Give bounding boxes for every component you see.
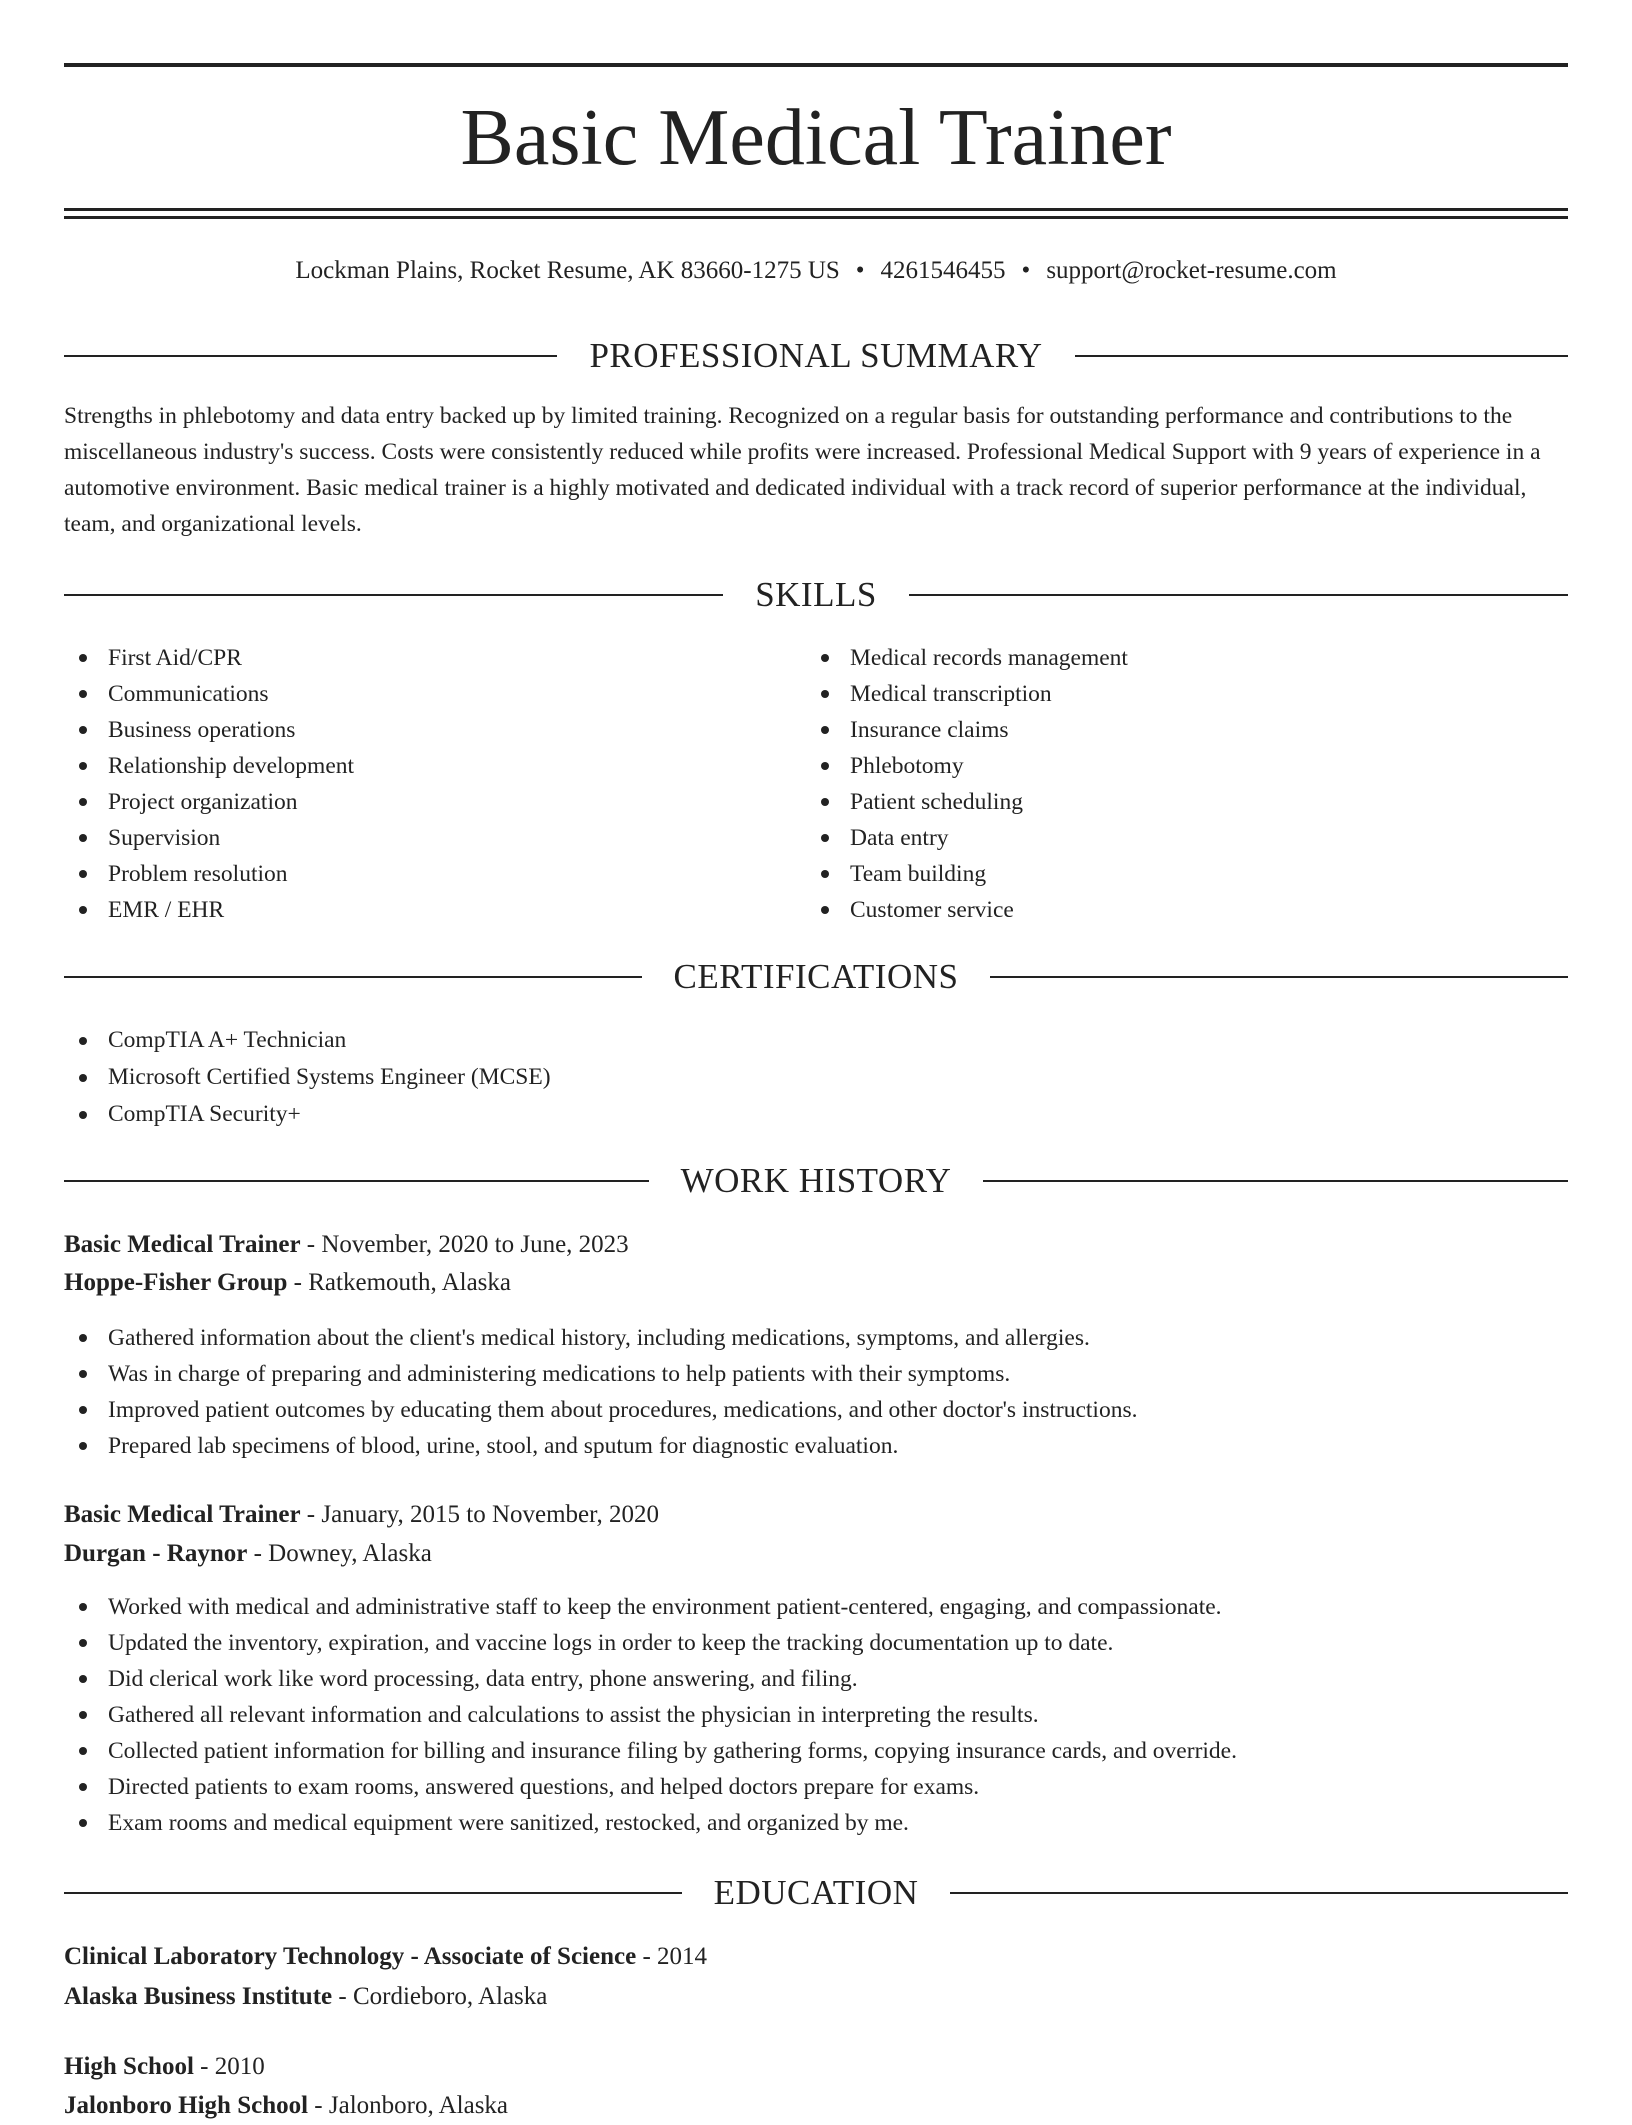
skill-item: Team building	[806, 856, 1128, 892]
education-location: Cordieboro, Alaska	[352, 1983, 548, 2010]
skill-item: Patient scheduling	[806, 784, 1128, 820]
certifications-list	[64, 1022, 551, 1133]
dash: -	[338, 1983, 347, 2010]
contact-phone: 4261546455	[880, 257, 1006, 284]
summary-text: Strengths in phlebotomy and data entry backed up by limited training. Recognized on a regular basis for outstanding performance and contributions to the miscellaneous industry's success. Costs were consistently reduced while profits were increased. Professional Medical Support with 9 years of experience in a automotive environment. Basic medical trainer is a highly motivated and dedicated individual with a track record of superior performance at the individual, team, and organizational levels.	[64, 403, 1541, 537]
top-rule	[64, 63, 1568, 67]
job-bullet: Prepared lab specimens of blood, urine, stool, and sputum for diagnostic evaluation.	[64, 1428, 1568, 1464]
skill-item: Relationship development	[64, 748, 354, 784]
contact-separator: •	[1021, 257, 1031, 284]
skill-item: Project organization	[64, 784, 354, 820]
job-title-line	[64, 1226, 1568, 1264]
skill-item: Insurance claims	[806, 712, 1128, 748]
education-degree: Clinical Laboratory Technology - Associate of Science	[64, 1943, 637, 1970]
job-title: Basic Medical Trainer	[64, 1501, 301, 1528]
job-bullet: Did clerical work like word processing, data entry, phone answering, and filing.	[64, 1661, 1568, 1697]
section-rule-left	[64, 1180, 649, 1182]
job-bullet: Updated the inventory, expiration, and vaccine logs in order to keep the tracking documentation up to date.	[64, 1625, 1568, 1661]
job-bullet: Was in charge of preparing and administering medications to help patients with their symptoms.	[64, 1356, 1568, 1392]
skill-item: Data entry	[806, 820, 1128, 856]
skill-item: Phlebotomy	[806, 748, 1128, 784]
section-rule-right	[950, 1892, 1568, 1894]
job-title: Basic Medical Trainer	[64, 1231, 301, 1258]
education-school-line	[64, 1978, 1568, 2016]
education-location: Jalonboro, Alaska	[328, 2092, 509, 2119]
dash: -	[306, 1231, 316, 1258]
skill-item: Medical records management	[806, 640, 1128, 676]
education-degree: High School	[64, 2053, 194, 2080]
dash: -	[293, 1269, 302, 1296]
job-location: Downey, Alaska	[268, 1540, 432, 1567]
skill-item: Supervision	[64, 820, 354, 856]
section-rule-right	[909, 594, 1568, 596]
section-header-work	[64, 1159, 1568, 1203]
dash: -	[253, 1540, 262, 1567]
section-header-summary	[64, 334, 1568, 378]
section-rule-left	[64, 976, 642, 978]
education-year: 2010	[214, 2053, 265, 2080]
section-title-education: EDUCATION	[713, 1873, 919, 1912]
section-title-summary: PROFESSIONAL SUMMARY	[589, 336, 1043, 375]
education-degree-line	[64, 1938, 1568, 1976]
education-school: Alaska Business Institute	[64, 1983, 333, 2010]
header-rule-lower	[64, 216, 1568, 219]
skill-item: EMR / EHR	[64, 892, 354, 928]
contact-separator: •	[855, 257, 865, 284]
dash: -	[200, 2053, 209, 2080]
job-bullet: Gathered information about the client's medical history, including medications, symptoms, and allergies.	[64, 1320, 1568, 1356]
certification-item: CompTIA Security+	[64, 1096, 551, 1133]
job-bullets	[64, 1589, 1568, 1841]
job-bullet: Directed patients to exam rooms, answered questions, and helped doctors prepare for exams.	[64, 1769, 1568, 1805]
section-rule-left	[64, 355, 557, 357]
contact-email: support@rocket-resume.com	[1046, 257, 1337, 284]
education-school: Jalonboro High School	[64, 2092, 309, 2119]
section-rule-right	[983, 1180, 1568, 1182]
job-location: Ratkemouth, Alaska	[308, 1269, 511, 1296]
contact-address: Lockman Plains, Rocket Resume, AK 83660-1275 US	[295, 257, 840, 284]
section-title-skills: SKILLS	[755, 575, 877, 614]
education-school-line	[64, 2087, 1568, 2125]
dash: -	[314, 2092, 323, 2119]
skill-item: Customer service	[806, 892, 1128, 928]
certification-item: CompTIA A+ Technician	[64, 1022, 551, 1059]
job-bullet: Improved patient outcomes by educating them about procedures, medications, and other doctor's instructions.	[64, 1392, 1568, 1428]
skill-item: Problem resolution	[64, 856, 354, 892]
job-dates: November, 2020 to June, 2023	[321, 1231, 629, 1258]
resume-name: Basic Medical Trainer	[460, 94, 1172, 182]
skill-item: First Aid/CPR	[64, 640, 354, 676]
job-dates: January, 2015 to November, 2020	[321, 1501, 659, 1528]
job-title-line	[64, 1496, 1568, 1534]
section-header-certifications	[64, 955, 1568, 999]
header-rule-upper	[64, 208, 1568, 211]
dash: -	[306, 1501, 316, 1528]
skills-list-left	[64, 640, 354, 928]
job-company-line	[64, 1535, 1568, 1573]
section-rule-right	[990, 976, 1568, 978]
section-header-skills	[64, 573, 1568, 617]
job-bullet: Worked with medical and administrative staff to keep the environment patient-centered, engaging, and compassionate.	[64, 1589, 1568, 1625]
job-bullet: Exam rooms and medical equipment were sanitized, restocked, and organized by me.	[64, 1805, 1568, 1841]
skills-list-right	[806, 640, 1128, 928]
skill-item: Medical transcription	[806, 676, 1128, 712]
section-rule-right	[1075, 355, 1568, 357]
skill-item: Communications	[64, 676, 354, 712]
job-bullet: Gathered all relevant information and calculations to assist the physician in interpreting the results.	[64, 1697, 1568, 1733]
job-company: Durgan - Raynor	[64, 1540, 248, 1567]
section-rule-left	[64, 1892, 682, 1894]
certification-item: Microsoft Certified Systems Engineer (MCSE)	[64, 1059, 551, 1096]
section-title-work: WORK HISTORY	[680, 1161, 952, 1200]
education-degree-line	[64, 2048, 1568, 2086]
section-header-education	[64, 1871, 1568, 1915]
job-bullets	[64, 1320, 1568, 1464]
section-rule-left	[64, 594, 723, 596]
section-title-certifications: CERTIFICATIONS	[673, 957, 959, 996]
job-bullet: Collected patient information for billing and insurance filing by gathering forms, copying insurance cards, and override.	[64, 1733, 1568, 1769]
dash: -	[642, 1943, 651, 1970]
contact-line	[64, 254, 1568, 288]
job-company: Hoppe-Fisher Group	[64, 1269, 288, 1296]
skill-item: Business operations	[64, 712, 354, 748]
job-company-line	[64, 1264, 1568, 1302]
education-year: 2014	[657, 1943, 708, 1970]
